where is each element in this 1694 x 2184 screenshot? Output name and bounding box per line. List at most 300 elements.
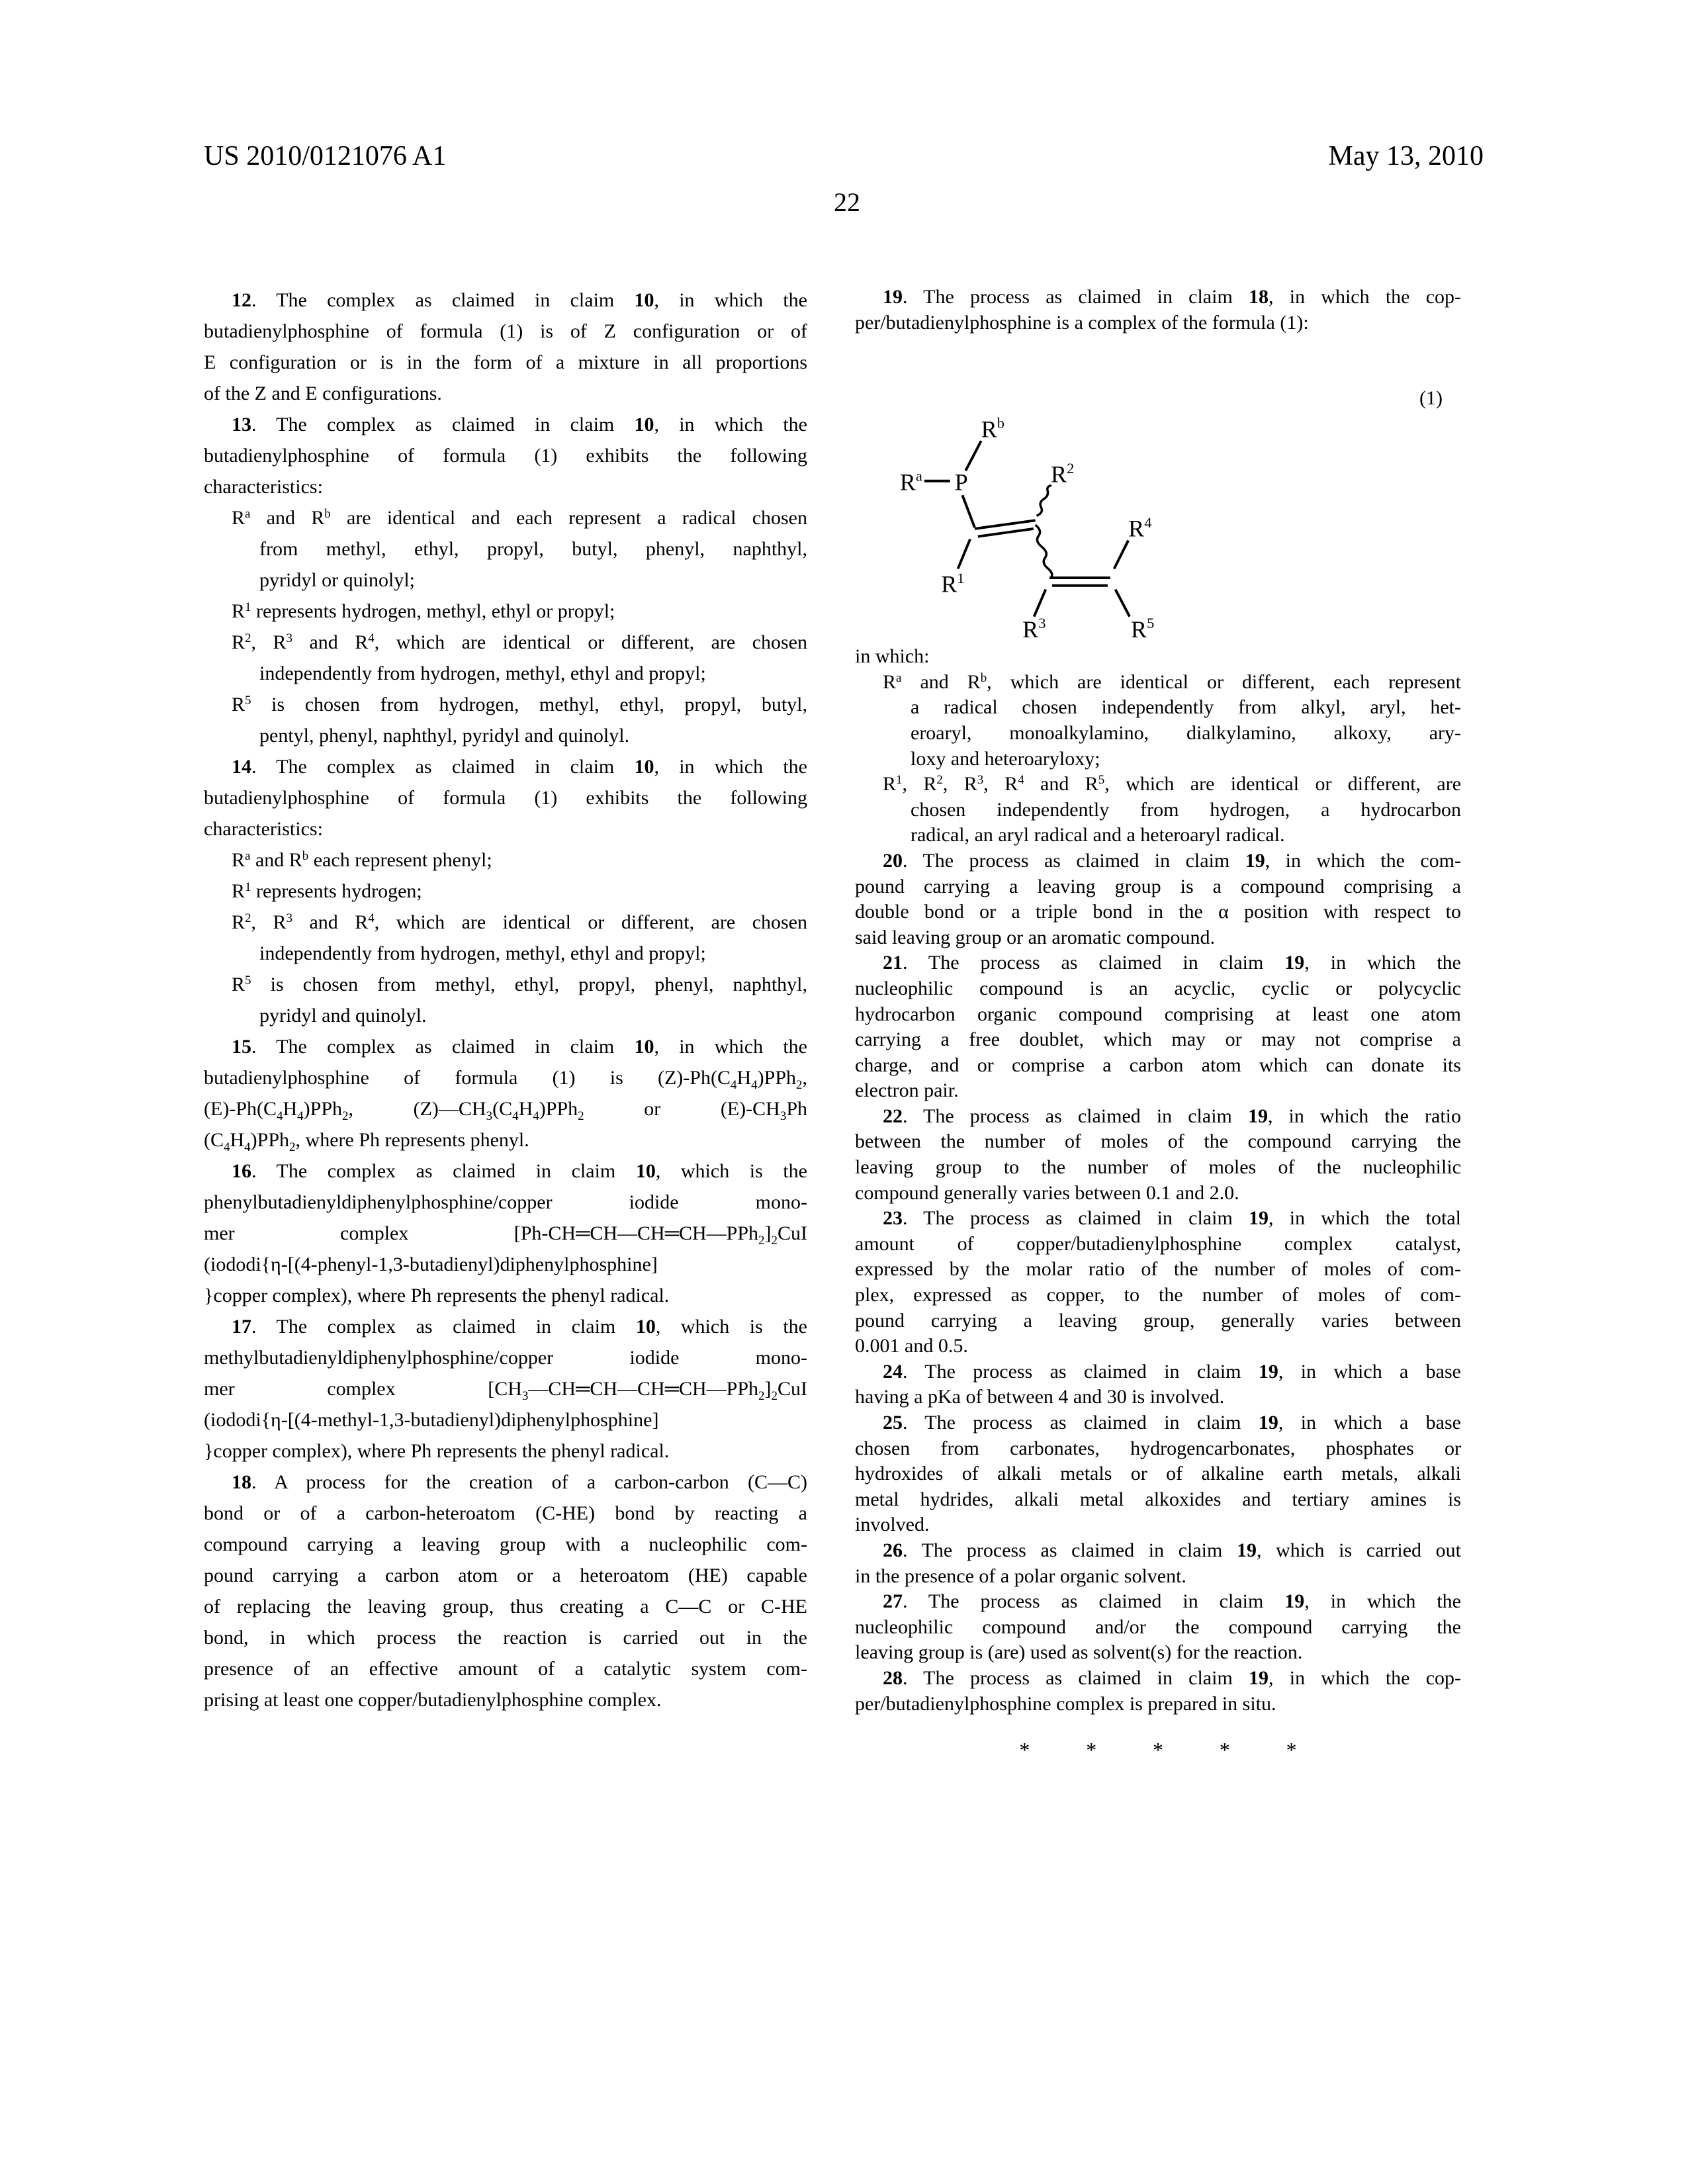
text-run: butadienylphosphine of formula (1) is (Z)-Ph(C [204, 1067, 731, 1089]
text-run: . The process as claimed in claim [903, 952, 1285, 974]
text-line [204, 1373, 807, 1404]
text-line [204, 409, 807, 440]
text-run: characteristics: [204, 476, 323, 498]
superscript: 3 [977, 773, 984, 788]
text-line [855, 1308, 1461, 1334]
text-run: . The complex as claimed in claim [251, 1036, 635, 1058]
superscript: b [302, 849, 309, 863]
text-run: metal hydrides, alkali metal alkoxides and tertiary amines is [855, 1488, 1461, 1510]
text-run: bond or of a carbon-heteroatom (C-HE) bond by reacting a [204, 1502, 807, 1524]
text-run: compound generally varies between 0.1 and 2.0. [855, 1181, 1239, 1204]
superscript: a [245, 849, 251, 863]
text-run: nucleophilic compound is an acyclic, cyclic or polycyclic [855, 977, 1461, 999]
text-line [855, 285, 1461, 310]
subscript: 2 [771, 1234, 778, 1248]
text-line [204, 969, 807, 1000]
superscript: 1 [245, 880, 251, 894]
text-run: . The complex as claimed in claim [251, 756, 635, 778]
text-run: , R [983, 773, 1018, 796]
text-run: )PPh [303, 1098, 343, 1120]
claim-paragraph [855, 1104, 1461, 1206]
text-run: . The complex as claimed in claim [251, 414, 635, 435]
text-line [204, 1249, 807, 1280]
chemical-structure-diagram [893, 414, 1158, 641]
text-run: E configuration or is in the form of a mixture in all proportions [204, 351, 807, 373]
claim-number: 14 [232, 756, 251, 778]
text-run: H [230, 1129, 245, 1151]
text-run: —CH═CH—CH═CH—PPh [528, 1378, 758, 1400]
superscript: 5 [245, 974, 251, 987]
text-line [855, 1640, 1461, 1666]
text-line [204, 285, 807, 316]
text-line [855, 644, 1461, 670]
superscript: b [980, 670, 987, 685]
text-line [855, 874, 1461, 900]
text-run: , in which the [1304, 1590, 1461, 1613]
text-line [855, 925, 1461, 951]
text-run: (C [492, 1098, 513, 1120]
bond-p-rb [965, 441, 981, 471]
claim-number: 19 [1247, 1105, 1268, 1127]
superscript: a [896, 670, 902, 685]
text-line [204, 1218, 807, 1249]
subscript: 2 [758, 1389, 765, 1403]
text-line [204, 471, 807, 502]
subscript: 2 [796, 1078, 803, 1092]
text-run: )PPh [539, 1098, 578, 1120]
text-line [855, 695, 1461, 721]
subscript: 2 [578, 1109, 584, 1123]
text-line [855, 721, 1461, 747]
text-line [855, 976, 1461, 1002]
bond-p-c1 [962, 495, 975, 527]
text-run: , where Ph represents phenyl. [295, 1129, 529, 1151]
text-line [204, 1653, 807, 1684]
text-run: pentyl, phenyl, naphthyl, pyridyl and quinolyl. [259, 725, 630, 747]
claim-number: 10 [635, 1316, 656, 1338]
claim-number: 19 [1284, 1590, 1305, 1613]
superscript: 2 [245, 631, 251, 645]
double-bond-c1-c2-line1 [975, 520, 1036, 529]
claim-number: 19 [1245, 849, 1265, 872]
claim-number: 18 [1249, 286, 1269, 308]
ra-label: $R^a$ [899, 467, 922, 496]
text-run: pyridyl and quinolyl. [259, 1005, 427, 1026]
text-run: phenylbutadienyldiphenylphosphine/copper iodide mono- [204, 1191, 807, 1213]
superscript: 4 [1018, 773, 1024, 788]
subscript: 2 [758, 1234, 765, 1248]
publication-date: May 13, 2010 [1328, 141, 1484, 171]
claim-subparagraph [204, 969, 807, 1031]
text-line [204, 1498, 807, 1529]
text-run: and R [292, 911, 369, 933]
text-run: mer complex [Ph-CH═CH—CH═CH—PPh [204, 1222, 758, 1244]
claim-number: 10 [634, 1036, 654, 1058]
claim-number: 27 [883, 1590, 903, 1613]
text-run: butadienylphosphine of formula (1) exhibits the following [204, 787, 807, 809]
claim-number: 18 [232, 1471, 251, 1493]
text-run: pound carrying a leaving group is a compound comprising a [855, 875, 1461, 897]
text-run: (C [204, 1129, 224, 1151]
text-run: or (E)-CH [584, 1098, 780, 1120]
claim-paragraph [855, 1538, 1461, 1589]
text-line [204, 1560, 807, 1591]
text-run: , which is the [655, 1160, 807, 1182]
text-run: independently from hydrogen, methyl, ethyl and propyl; [259, 662, 706, 684]
left-column [204, 285, 807, 1715]
claim-paragraph [855, 848, 1461, 950]
page-number: 22 [834, 187, 860, 217]
text-run: butadienylphosphine of formula (1) exhibits the following [204, 445, 807, 467]
text-run: ] [764, 1222, 772, 1244]
formula-1-figure [855, 336, 1461, 644]
claim-paragraph [204, 1467, 807, 1715]
right-column-bottom-text [855, 644, 1461, 1770]
claim-paragraph [855, 950, 1461, 1104]
text-line [204, 938, 807, 969]
text-line [855, 1436, 1461, 1462]
claim-paragraph [204, 1311, 807, 1467]
text-run: , in which the com- [1265, 849, 1461, 872]
text-run: . The complex as claimed in claim [251, 1316, 636, 1338]
r1-label: $R^1$ [941, 570, 965, 598]
text-run: and R [1024, 773, 1098, 796]
text-run: . The process as claimed in claim [903, 1412, 1259, 1433]
text-run: . The complex as claimed in claim [251, 289, 635, 311]
text-line [855, 1283, 1461, 1308]
text-line [204, 1435, 807, 1467]
subscript: 2 [342, 1109, 349, 1123]
superscript: 5 [1098, 773, 1105, 788]
text-run: R [232, 631, 245, 653]
text-run: of the Z and E configurations. [204, 383, 442, 404]
text-run: are identical and each represent a radical chosen [330, 507, 807, 529]
text-line [855, 1487, 1461, 1513]
text-line [204, 1684, 807, 1715]
text-line [855, 1538, 1461, 1564]
superscript: 3 [286, 911, 293, 925]
r5-label: $R^5$ [1131, 615, 1155, 642]
text-line [204, 1404, 807, 1435]
text-line [204, 907, 807, 938]
text-line [204, 876, 807, 907]
text-line [855, 1730, 1461, 1770]
text-line [204, 1467, 807, 1498]
text-run: ] [764, 1378, 772, 1400]
bond-c3-r3 [1034, 590, 1046, 617]
text-run: R [232, 974, 245, 995]
claim-number: 10 [634, 414, 654, 435]
text-run: is chosen from methyl, ethyl, propyl, phenyl, naphthyl, [251, 974, 807, 995]
text-run: , which are identical or different, are chosen [374, 631, 808, 653]
phosphorus-atom-label: P [954, 469, 968, 496]
text-line [855, 1206, 1461, 1232]
wavy-bond-c2-c3 [1036, 525, 1052, 578]
claim-subparagraph [204, 596, 807, 627]
text-run: R [883, 670, 897, 693]
claim-paragraph [855, 1410, 1461, 1538]
text-line [855, 1232, 1461, 1257]
claim-number: 25 [883, 1412, 903, 1433]
text-run: . The process as claimed in claim [903, 1360, 1259, 1383]
text-run: leaving group to the number of moles of the nucleophilic [855, 1156, 1461, 1179]
claim-number: 19 [883, 286, 903, 308]
subscript: 3 [521, 1389, 529, 1403]
superscript: 4 [368, 631, 375, 645]
text-run: R [232, 600, 245, 622]
text-run: , R [942, 773, 977, 796]
text-run: and R [250, 849, 302, 871]
text-run: R [232, 880, 245, 902]
text-line [204, 1156, 807, 1187]
text-run: , which is carried out [1257, 1539, 1462, 1561]
text-run: R [232, 507, 245, 529]
text-run: pyridyl or quinolyl; [259, 569, 415, 591]
text-run: is chosen from hydrogen, methyl, ethyl, propyl, butyl, [251, 694, 807, 715]
text-run: from methyl, ethyl, propyl, butyl, phenyl, naphthyl, [259, 538, 807, 560]
text-run: in the presence of a polar organic solvent. [855, 1565, 1186, 1587]
text-run: methylbutadienyldiphenylphosphine/copper iodide mono- [204, 1347, 807, 1369]
superscript: b [324, 507, 331, 521]
text-run: independently from hydrogen, methyl, ethyl and propyl; [259, 942, 706, 964]
claim-number: 17 [232, 1316, 251, 1338]
text-paragraph [855, 644, 1461, 670]
text-run: (E)-Ph(C [204, 1098, 277, 1120]
text-run: , in which the cop- [1269, 286, 1461, 308]
claim-subparagraph [204, 689, 807, 751]
text-run: 0.001 and 0.5. [855, 1335, 968, 1357]
text-run: , in which the [654, 1036, 807, 1058]
text-line [204, 1187, 807, 1218]
text-line [204, 720, 807, 751]
claim-paragraph [855, 285, 1461, 336]
claim-paragraph [855, 1589, 1461, 1666]
superscript: a [245, 507, 251, 521]
text-run: presence of an effective amount of a catalytic system com- [204, 1658, 807, 1680]
text-line [855, 1078, 1461, 1104]
claim-paragraph [855, 1359, 1461, 1410]
text-line [204, 1591, 807, 1622]
subscript: 4 [730, 1078, 737, 1092]
claim-number: 21 [883, 952, 903, 974]
text-run: , in which the [654, 756, 807, 778]
superscript: 1 [896, 773, 903, 788]
formula-number: (1) [1419, 387, 1443, 410]
text-run: eroaryl, monoalkylamino, dialkylamino, alkoxy, ary- [911, 721, 1461, 744]
text-run: , which are identical or different, are chosen [374, 911, 808, 933]
claim-number: 19 [1249, 1666, 1269, 1689]
claim-number: 28 [883, 1666, 903, 1689]
text-line [855, 1512, 1461, 1538]
claim-paragraph [204, 1156, 807, 1311]
text-run: , R [251, 911, 287, 933]
text-line [855, 1002, 1461, 1028]
text-run: H [283, 1098, 298, 1120]
subscript: 3 [780, 1109, 787, 1123]
text-run: leaving group is (are) used as solvent(s) for the reaction. [855, 1641, 1303, 1664]
text-run: each represent phenyl; [308, 849, 492, 871]
superscript: 2 [245, 911, 251, 925]
text-line [204, 378, 807, 409]
text-run: , in which the [1304, 952, 1461, 974]
superscript: 3 [286, 631, 293, 645]
text-run: . The process as claimed in claim [903, 1105, 1248, 1127]
text-run: compound carrying a leaving group with a nucleophilic com- [204, 1533, 807, 1555]
text-line [204, 782, 807, 813]
claim-number: 13 [232, 414, 251, 435]
text-line [855, 1385, 1461, 1410]
claim-subparagraph [855, 670, 1461, 772]
text-run: , which are identical or different, are [1104, 773, 1462, 796]
text-line [855, 772, 1461, 797]
text-line [204, 658, 807, 689]
claim-paragraph [204, 751, 807, 844]
text-line [855, 1666, 1461, 1692]
text-run: chosen independently from hydrogen, a hydrocarbon [911, 798, 1461, 821]
text-run: radical, an aryl radical and a heteroaryl radical. [911, 824, 1285, 846]
claim-subparagraph [855, 772, 1461, 848]
right-column [855, 285, 1461, 1770]
claim-number: 10 [634, 289, 654, 311]
text-run: H [736, 1067, 752, 1089]
text-line [855, 1410, 1461, 1436]
text-line [855, 823, 1461, 848]
claim-paragraph [204, 409, 807, 502]
text-line [855, 1053, 1461, 1079]
text-line [855, 1615, 1461, 1641]
text-line [204, 565, 807, 596]
text-run: bond, in which process the reaction is carried out in the [204, 1627, 807, 1649]
text-line [204, 316, 807, 347]
claim-number: 24 [883, 1360, 903, 1383]
subscript: 2 [771, 1389, 778, 1403]
text-run: represents hydrogen, methyl, ethyl or propyl; [251, 600, 615, 622]
subscript: 4 [512, 1109, 519, 1123]
text-line [204, 1622, 807, 1653]
claim-paragraph [855, 1206, 1461, 1359]
bond-c1-r1 [958, 539, 971, 569]
text-run: and R [250, 507, 325, 529]
text-line [204, 1280, 807, 1311]
claim-number: 16 [232, 1160, 251, 1182]
text-run: , which are identical or different, each represent [987, 670, 1462, 693]
text-run: , in which the total [1269, 1207, 1462, 1230]
text-line [855, 797, 1461, 823]
text-run: pound carrying a carbon atom or a heteroatom (HE) capable [204, 1565, 807, 1586]
text-run: , in which the [654, 289, 807, 311]
text-run: charge, and or comprise a carbon atom which can donate its [855, 1054, 1461, 1076]
text-run: . A process for the creation of a carbon-carbon (C—C) [251, 1471, 807, 1493]
bond-c4-r4 [1114, 541, 1128, 569]
wavy-bond-c2-r2 [1037, 486, 1051, 516]
text-run: , in which the cop- [1269, 1666, 1461, 1689]
text-line [855, 1334, 1461, 1359]
subscript: 4 [276, 1109, 283, 1123]
subscript: 4 [244, 1140, 251, 1154]
text-run: said leaving group or an aromatic compound. [855, 926, 1216, 948]
claim-number: 19 [1258, 1412, 1278, 1433]
text-run: }copper complex), where Ph represents the phenyl radical. [204, 1440, 670, 1462]
text-run: H [518, 1098, 533, 1120]
superscript: 5 [245, 694, 251, 707]
superscript: 2 [936, 773, 943, 788]
text-run: electron pair. [855, 1079, 959, 1102]
patent-number: US 2010/0121076 A1 [204, 141, 447, 171]
text-run: a radical chosen independently from alkyl, aryl, het- [911, 696, 1461, 719]
text-run: , [802, 1067, 807, 1089]
text-line [855, 899, 1461, 925]
text-run: hydroxides of alkali metals or of alkaline earth metals, alkali [855, 1463, 1461, 1485]
text-run: double bond or a triple bond in the α position with respect to [855, 901, 1461, 923]
rb-label: $R^b$ [981, 414, 1004, 443]
text-line [204, 502, 807, 533]
text-run: and R [292, 631, 369, 653]
text-line [855, 1155, 1461, 1181]
text-line [204, 813, 807, 844]
claim-number: 23 [883, 1207, 903, 1230]
page-header [204, 140, 1484, 172]
text-run: , R [251, 631, 287, 653]
text-line [204, 1342, 807, 1373]
text-line [204, 1124, 807, 1156]
text-run: chosen from carbonates, hydrogencarbonates, phosphates or [855, 1437, 1461, 1459]
text-run: R [883, 773, 897, 796]
text-run: hydrocarbon organic compound comprising at least one atom [855, 1003, 1461, 1025]
text-run: mer complex [CH [204, 1378, 522, 1400]
text-run: amount of copper/butadienylphosphine complex catalyst, [855, 1232, 1461, 1255]
claim-number: 19 [1258, 1360, 1278, 1383]
text-run: , R [902, 773, 937, 796]
text-run: characteristics: [204, 818, 323, 840]
text-run: R [232, 911, 245, 933]
text-line [855, 1027, 1461, 1053]
text-line [855, 1461, 1461, 1487]
text-run: between the number of moles of the compound carrying the [855, 1130, 1461, 1153]
claim-number: 26 [883, 1539, 903, 1561]
text-run: per/butadienylphosphine complex is prepared in situ. [855, 1692, 1276, 1715]
text-run: )PPh [757, 1067, 796, 1089]
text-run: plex, expressed as copper, to the number of moles of com- [855, 1284, 1461, 1306]
claim-number: 10 [634, 756, 654, 778]
claim-number: 19 [1284, 952, 1305, 974]
text-line [855, 670, 1461, 696]
r4-label: $R^4$ [1128, 514, 1152, 542]
claim-number: 10 [635, 1160, 656, 1182]
text-run: , in which the [654, 414, 807, 435]
text-run: . The complex as claimed in claim [251, 1160, 636, 1182]
claim-number: 22 [883, 1105, 903, 1127]
text-line [855, 950, 1461, 976]
text-run: prising at least one copper/butadienylphosphine complex. [204, 1689, 662, 1711]
text-line [204, 533, 807, 565]
text-line [855, 1564, 1461, 1590]
claim-subparagraph [204, 876, 807, 907]
text-line [204, 844, 807, 876]
text-run: . The process as claimed in claim [903, 286, 1249, 308]
text-run: nucleophilic compound and/or the compound carrying the [855, 1615, 1461, 1638]
subscript: 4 [751, 1078, 758, 1092]
text-line [204, 1000, 807, 1031]
text-line [855, 1589, 1461, 1615]
text-line [855, 1181, 1461, 1206]
text-run: , which is the [655, 1316, 807, 1338]
claim-number: 19 [1249, 1207, 1269, 1230]
subscript: 2 [289, 1140, 296, 1154]
subscript: 4 [533, 1109, 539, 1123]
subscript: 3 [486, 1109, 493, 1123]
superscript: 1 [245, 600, 251, 614]
text-run: Ph [786, 1098, 807, 1120]
